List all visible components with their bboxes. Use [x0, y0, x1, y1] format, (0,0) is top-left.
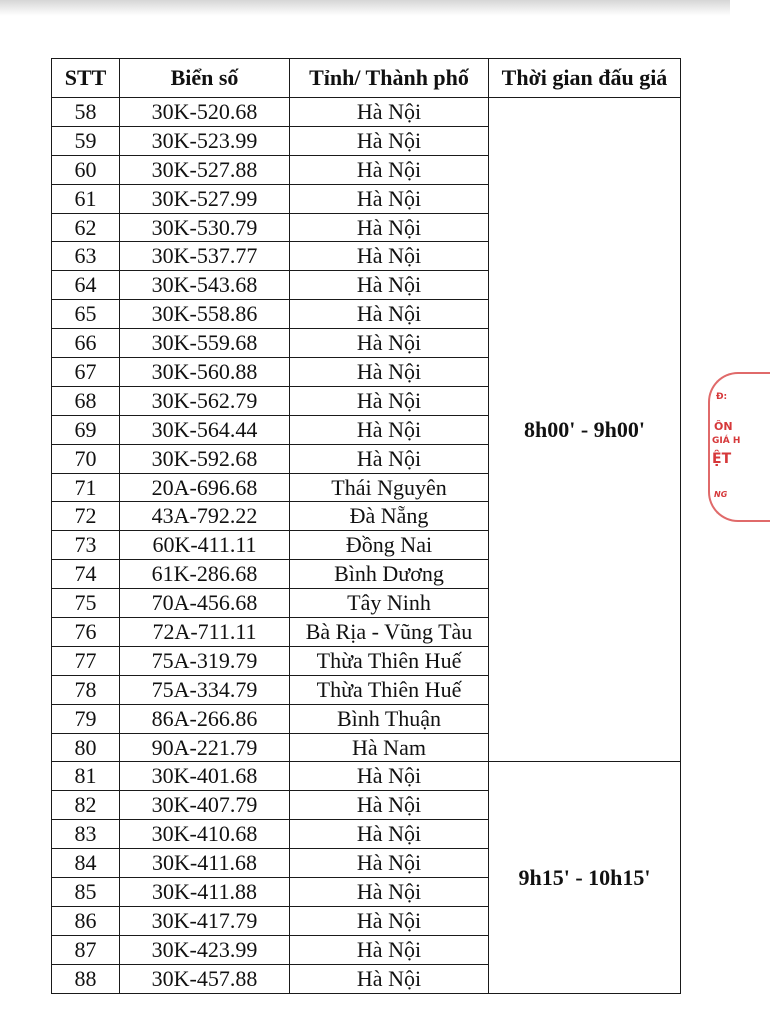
- cell-plate: 30K-423.99: [120, 935, 290, 964]
- cell-stt: 58: [52, 98, 120, 127]
- cell-province: Tây Ninh: [290, 589, 489, 618]
- cell-province: Hà Nội: [290, 98, 489, 127]
- cell-auction-time: 9h15' - 10h15': [489, 762, 681, 993]
- cell-province: Hà Nội: [290, 242, 489, 271]
- table-body: [52, 98, 681, 994]
- scan-top-edge: [0, 0, 730, 16]
- header-auction-time: Thời gian đấu giá: [489, 59, 681, 98]
- cell-province: Hà Nội: [290, 155, 489, 184]
- cell-province: Hà Nội: [290, 935, 489, 964]
- header-plate: Biển số: [120, 59, 290, 98]
- cell-stt: 78: [52, 675, 120, 704]
- header-province: Tỉnh/ Thành phố: [290, 59, 489, 98]
- cell-province: Hà Nội: [290, 444, 489, 473]
- cell-province: Hà Nội: [290, 878, 489, 907]
- cell-province: Hà Nội: [290, 271, 489, 300]
- cell-stt: 80: [52, 733, 120, 762]
- cell-plate: 30K-407.79: [120, 791, 290, 820]
- cell-stt: 70: [52, 444, 120, 473]
- cell-plate: 30K-417.79: [120, 906, 290, 935]
- cell-province: Đà Nẵng: [290, 502, 489, 531]
- cell-province: Hà Nội: [290, 820, 489, 849]
- cell-plate: 30K-520.68: [120, 98, 290, 127]
- cell-plate: 75A-319.79: [120, 646, 290, 675]
- cell-plate: 30K-401.68: [120, 762, 290, 791]
- cell-province: Thừa Thiên Huế: [290, 675, 489, 704]
- cell-plate: 75A-334.79: [120, 675, 290, 704]
- cell-plate: 30K-537.77: [120, 242, 290, 271]
- table-row: [52, 98, 681, 127]
- cell-stt: 87: [52, 935, 120, 964]
- stamp-text: NG: [714, 490, 728, 499]
- cell-plate: 72A-711.11: [120, 618, 290, 647]
- cell-province: Hà Nội: [290, 358, 489, 387]
- cell-stt: 77: [52, 646, 120, 675]
- cell-stt: 85: [52, 878, 120, 907]
- cell-province: Hà Nội: [290, 126, 489, 155]
- cell-province: Đồng Nai: [290, 531, 489, 560]
- cell-stt: 64: [52, 271, 120, 300]
- cell-province: Hà Nội: [290, 964, 489, 993]
- cell-stt: 62: [52, 213, 120, 242]
- cell-province: Hà Nội: [290, 762, 489, 791]
- cell-province: Hà Nam: [290, 733, 489, 762]
- stamp-text: GIÁ H: [712, 436, 741, 446]
- cell-stt: 84: [52, 849, 120, 878]
- cell-province: Thái Nguyên: [290, 473, 489, 502]
- header-stt: STT: [52, 59, 120, 98]
- cell-stt: 72: [52, 502, 120, 531]
- cell-stt: 61: [52, 184, 120, 213]
- cell-plate: 30K-527.88: [120, 155, 290, 184]
- cell-province: Bà Rịa - Vũng Tàu: [290, 618, 489, 647]
- cell-plate: 70A-456.68: [120, 589, 290, 618]
- cell-province: Hà Nội: [290, 386, 489, 415]
- cell-stt: 69: [52, 415, 120, 444]
- cell-province: Hà Nội: [290, 184, 489, 213]
- cell-plate: 30K-562.79: [120, 386, 290, 415]
- cell-plate: 90A-221.79: [120, 733, 290, 762]
- cell-province: Hà Nội: [290, 300, 489, 329]
- cell-stt: 76: [52, 618, 120, 647]
- cell-stt: 63: [52, 242, 120, 271]
- cell-stt: 74: [52, 560, 120, 589]
- cell-stt: 59: [52, 126, 120, 155]
- stamp-text: ÔN: [714, 420, 733, 433]
- cell-stt: 86: [52, 906, 120, 935]
- table-row: [52, 762, 681, 791]
- cell-plate: 30K-564.44: [120, 415, 290, 444]
- cell-province: Hà Nội: [290, 415, 489, 444]
- stamp-text: ỆT: [712, 451, 732, 467]
- cell-plate: 43A-792.22: [120, 502, 290, 531]
- cell-plate: 30K-411.88: [120, 878, 290, 907]
- cell-stt: 60: [52, 155, 120, 184]
- cell-province: Hà Nội: [290, 906, 489, 935]
- cell-plate: 30K-411.68: [120, 849, 290, 878]
- header-row: [52, 59, 681, 98]
- cell-plate: 30K-410.68: [120, 820, 290, 849]
- cell-plate: 30K-592.68: [120, 444, 290, 473]
- cell-stt: 66: [52, 329, 120, 358]
- cell-plate: 30K-559.68: [120, 329, 290, 358]
- cell-province: Hà Nội: [290, 213, 489, 242]
- red-seal-stamp: [704, 372, 744, 520]
- auction-table: [51, 58, 681, 994]
- cell-stt: 81: [52, 762, 120, 791]
- cell-province: Bình Thuận: [290, 704, 489, 733]
- cell-stt: 79: [52, 704, 120, 733]
- cell-stt: 68: [52, 386, 120, 415]
- cell-plate: 30K-530.79: [120, 213, 290, 242]
- cell-stt: 82: [52, 791, 120, 820]
- cell-plate: 30K-457.88: [120, 964, 290, 993]
- cell-stt: 73: [52, 531, 120, 560]
- cell-plate: 30K-560.88: [120, 358, 290, 387]
- cell-plate: 60K-411.11: [120, 531, 290, 560]
- cell-plate: 86A-266.86: [120, 704, 290, 733]
- cell-auction-time: 8h00' - 9h00': [489, 98, 681, 762]
- cell-plate: 61K-286.68: [120, 560, 290, 589]
- cell-stt: 83: [52, 820, 120, 849]
- cell-stt: 71: [52, 473, 120, 502]
- cell-province: Hà Nội: [290, 329, 489, 358]
- cell-plate: 30K-543.68: [120, 271, 290, 300]
- cell-province: Hà Nội: [290, 791, 489, 820]
- cell-stt: 88: [52, 964, 120, 993]
- cell-plate: 20A-696.68: [120, 473, 290, 502]
- cell-stt: 65: [52, 300, 120, 329]
- cell-plate: 30K-558.86: [120, 300, 290, 329]
- cell-stt: 67: [52, 358, 120, 387]
- cell-stt: 75: [52, 589, 120, 618]
- cell-province: Bình Dương: [290, 560, 489, 589]
- stamp-text: Đ:: [716, 392, 728, 402]
- cell-province: Hà Nội: [290, 849, 489, 878]
- cell-province: Thừa Thiên Huế: [290, 646, 489, 675]
- cell-plate: 30K-523.99: [120, 126, 290, 155]
- cell-plate: 30K-527.99: [120, 184, 290, 213]
